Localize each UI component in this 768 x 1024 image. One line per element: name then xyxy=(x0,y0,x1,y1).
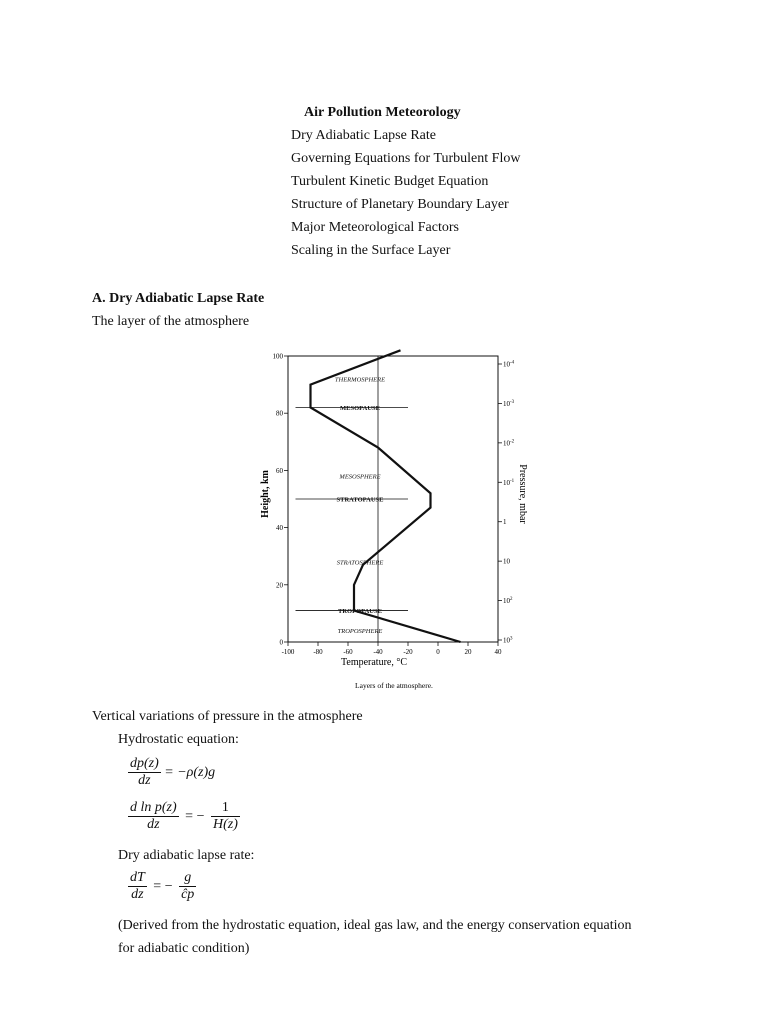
outline-item: Structure of Planetary Boundary Layer xyxy=(291,197,509,212)
fraction xyxy=(128,756,161,789)
log-pressure-equation xyxy=(128,800,240,833)
numerator: g xyxy=(179,870,196,887)
derivation-note: (Derived from the hydrostatic equation, ideal gas law, and the energy conservation equation xyxy=(118,918,632,933)
outline-item: Dry Adiabatic Lapse Rate xyxy=(291,128,437,143)
fraction xyxy=(128,870,147,903)
y-tick-label: 0 xyxy=(279,638,283,647)
pressure-tick-label: $10^3$ xyxy=(503,636,513,645)
x-axis-label: Temperature, °C xyxy=(340,657,408,668)
numerator: 1 xyxy=(211,800,240,817)
pressure-tick-label: 1 xyxy=(503,518,507,527)
denominator: dz xyxy=(138,773,151,788)
derivation-note: for adiabatic condition) xyxy=(118,941,250,956)
pressure-tick-label: $10^{-4}$ xyxy=(503,360,515,369)
equals-sign: = − xyxy=(153,878,173,894)
equation-rhs: = −ρ(z)g xyxy=(164,764,216,780)
pressure-tick-label: $10^{-1}$ xyxy=(503,478,515,487)
fraction xyxy=(179,870,196,903)
layer-label: TROPOSPHERE xyxy=(337,628,383,636)
y-tick-label: 100 xyxy=(272,352,283,361)
x-tick-label: 0 xyxy=(436,648,440,656)
layer-label: MESOSPHERE xyxy=(339,473,381,481)
pressure-heading: Vertical variations of pressure in the atmosphere xyxy=(92,709,363,724)
x-tick-label: -100 xyxy=(281,648,295,656)
page-title: Air Pollution Meteorology xyxy=(304,105,461,120)
outline-item: Turbulent Kinetic Budget Equation xyxy=(291,174,489,189)
x-tick-label: -60 xyxy=(343,648,353,656)
section-heading: A. Dry Adiabatic Lapse Rate xyxy=(92,291,265,306)
y-axis-label: Height, km xyxy=(260,470,271,518)
layer-label: STRATOSPHERE xyxy=(336,559,384,567)
atmosphere-layers-chart xyxy=(258,344,532,694)
pressure-tick-label: 10 xyxy=(503,557,510,566)
fraction xyxy=(211,800,240,833)
x-tick-label: -80 xyxy=(313,648,323,656)
layer-label: TROPOPAUSE xyxy=(338,608,382,616)
x-tick-label: -40 xyxy=(373,648,383,656)
layer-label: THERMOSPHERE xyxy=(334,376,386,384)
hydrostatic-label: Hydrostatic equation: xyxy=(118,732,239,747)
denominator: ĉp xyxy=(181,887,195,902)
equals-sign: = − xyxy=(185,808,205,824)
layer-label: STRATOPAUSE xyxy=(336,496,384,504)
layer-label: MESOPAUSE xyxy=(340,404,380,412)
x-tick-label: -20 xyxy=(403,648,413,656)
lapse-rate-equation xyxy=(128,870,196,903)
pressure-tick-label: $10^{-2}$ xyxy=(503,439,515,448)
denominator: H(z) xyxy=(212,817,238,832)
outline-item: Scaling in the Surface Layer xyxy=(291,243,451,258)
numerator: d ln p(z) xyxy=(130,800,177,815)
pressure-axis-label: Pressure, mbar xyxy=(517,464,528,524)
figure-caption: Layers of the atmosphere. xyxy=(355,681,433,690)
x-tick-label: 40 xyxy=(494,648,502,656)
numerator: dp(z) xyxy=(130,756,159,771)
hydrostatic-equation xyxy=(128,756,215,789)
denominator: dz xyxy=(147,817,160,832)
x-tick-label: 20 xyxy=(464,648,472,656)
y-tick-label: 40 xyxy=(276,524,283,533)
pressure-tick-label: $10^{-3}$ xyxy=(503,399,515,408)
pressure-tick-label: $10^2$ xyxy=(503,597,513,606)
denominator: dz xyxy=(131,887,144,902)
lapse-rate-label: Dry adiabatic lapse rate: xyxy=(118,848,255,863)
outline-item: Major Meteorological Factors xyxy=(291,220,459,235)
fraction xyxy=(128,800,179,833)
numerator: dT xyxy=(130,870,145,885)
y-tick-label: 20 xyxy=(276,581,283,590)
y-tick-label: 60 xyxy=(276,466,283,475)
y-tick-label: 80 xyxy=(276,409,283,418)
section-intro: The layer of the atmosphere xyxy=(92,314,250,329)
outline-item: Governing Equations for Turbulent Flow xyxy=(291,151,521,166)
